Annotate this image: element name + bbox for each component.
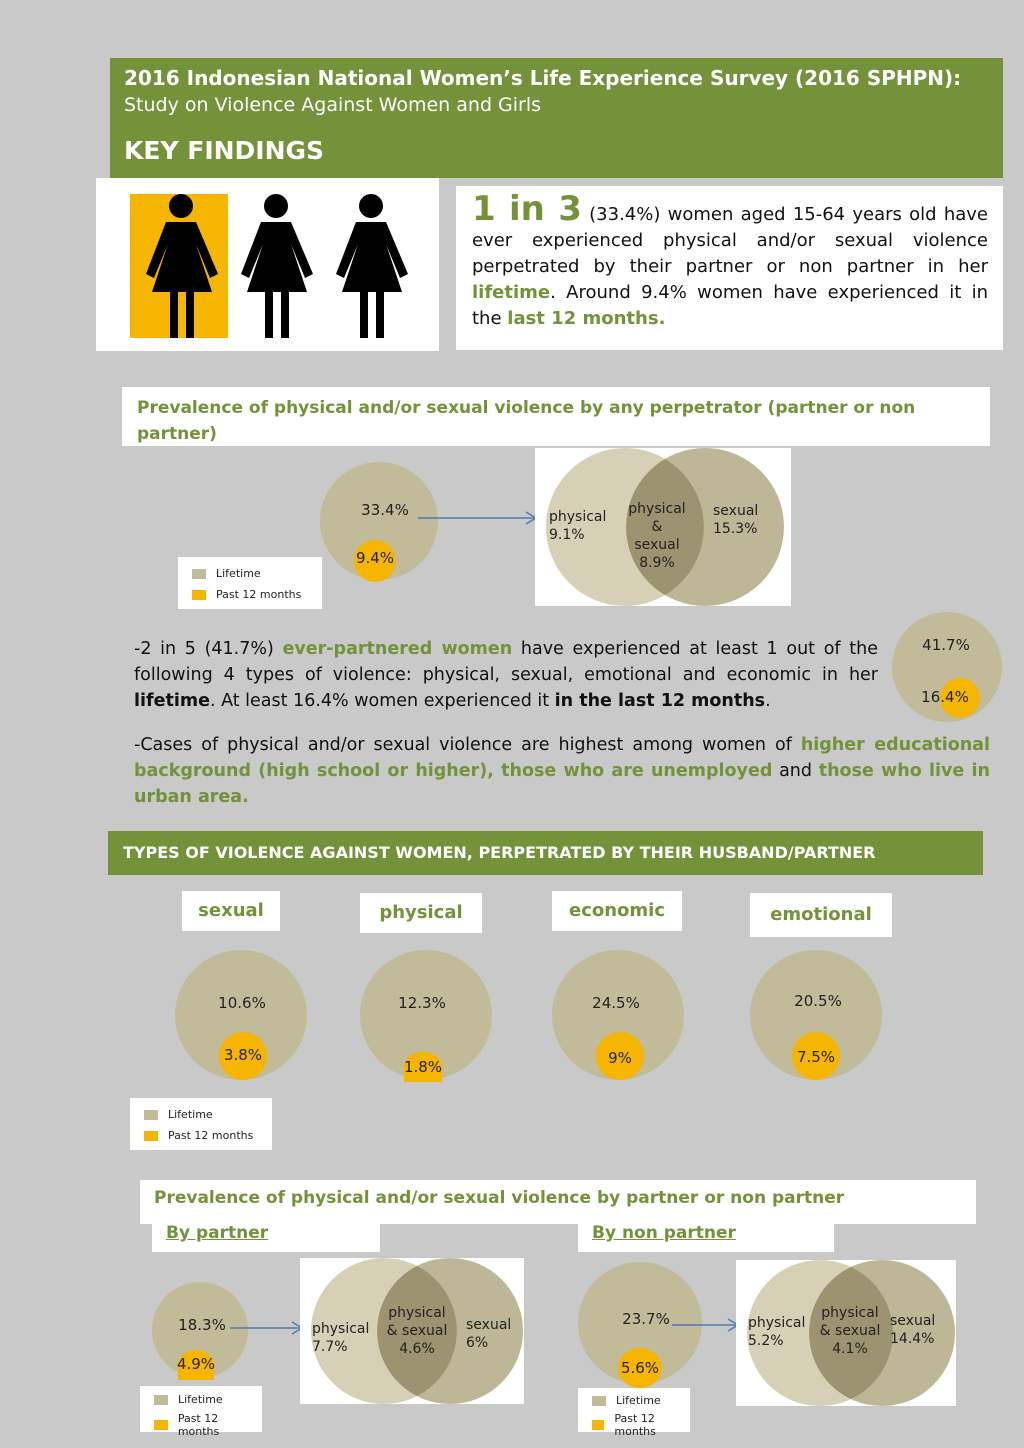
legend-lifetime: Lifetime (216, 567, 261, 580)
venn-any (535, 448, 791, 606)
venn-nonpartner (736, 1260, 956, 1406)
past12-swatch (192, 590, 206, 600)
venn-both: physical & sexual 4.6% (386, 1305, 448, 1357)
legend-partner (140, 1386, 262, 1438)
report-subtitle: Study on Violence Against Women and Girls (124, 94, 542, 116)
venn-partner (300, 1258, 524, 1404)
key-stat-text (472, 189, 988, 332)
legend-past12: Past 12 months (216, 588, 302, 601)
women-icon (126, 192, 426, 342)
partnered-paragraph: -2 in 5 (41.7%) ever-partnered women have experienced at least 1 out of the following 4 types of violence: physical, sexual, emotional and economic in her lifetime. At least 16.4% women experienced it in the last 12 months. (134, 639, 878, 711)
past12-value-partnered: 16.4% (921, 688, 969, 706)
past12-value-nonpartner: 5.6% (620, 1359, 660, 1377)
by-partner-tab (152, 1222, 380, 1252)
venn-both: physical & sexual 4.1% (819, 1305, 881, 1357)
legend-nonpartner (578, 1388, 690, 1438)
lifetime-value-partner: 18.3% (178, 1316, 226, 1334)
header-banner (110, 58, 1003, 178)
key-stat-big: 1 in 3 (472, 189, 582, 229)
venn-sexual: sexual 15.3% (713, 503, 759, 537)
type-lifetime-emotional: 20.5% (794, 992, 842, 1010)
past12-value-any: 9.4% (355, 549, 395, 567)
legend-past12: Past 12 months (177, 1412, 220, 1438)
arrow-icon (230, 1318, 306, 1338)
legend-types (130, 1098, 272, 1150)
lifetime-value-nonpartner: 23.7% (622, 1310, 670, 1328)
key-stat-last12: last 12 months. (507, 308, 666, 329)
type-lifetime-sexual: 10.6% (218, 994, 266, 1012)
type-lifetime-economic: 24.5% (592, 994, 640, 1012)
women-icon-panel (96, 178, 439, 351)
legend-any (178, 557, 322, 609)
report-title: 2016 Indonesian National Women’s Life Experience Survey (2016 SPHPN): (124, 66, 962, 90)
legend-lifetime: Lifetime (168, 1108, 213, 1121)
type-past12-value-physical: 1.8% (403, 1058, 443, 1076)
arrow-icon (672, 1315, 742, 1335)
types-title: TYPES OF VIOLENCE AGAINST WOMEN, PERPETRATED BY THEIR HUSBAND/PARTNER (123, 843, 876, 862)
by-partner-label: By partner (166, 1223, 269, 1243)
type-lifetime-physical: 12.3% (398, 994, 446, 1012)
type-past12-value-sexual: 3.8% (223, 1046, 263, 1064)
venn-sexual: sexual 6% (466, 1317, 512, 1351)
prevalence-any-title: Prevalence of physical and/or sexual violence by any perpetrator (partner or non partner) (137, 398, 916, 444)
section-title: KEY FINDINGS (124, 136, 325, 165)
venn-both: physical & sexual 8.9% (628, 501, 686, 571)
venn-physical: physical 9.1% (549, 509, 607, 543)
key-stat-body: women aged 15-64 years old have ever experienced physical and/or sexual violence perpetrated by their partner or non partner in her (472, 204, 988, 277)
venn-sexual: sexual 14.4% (890, 1313, 936, 1347)
legend-lifetime: Lifetime (616, 1394, 661, 1407)
types-banner (108, 831, 983, 875)
type-label-sexual: sexual (182, 891, 280, 931)
prevalence-any-title-box (122, 387, 990, 446)
arrow-icon (418, 508, 543, 528)
type-past12-value-emotional: 7.5% (796, 1048, 836, 1066)
past12-value-partner: 4.9% (176, 1355, 216, 1373)
venn-physical: physical 7.7% (312, 1321, 370, 1355)
lifetime-value-partnered: 41.7% (922, 636, 970, 654)
type-past12-value-economic: 9% (608, 1049, 632, 1067)
by-nonpartner-label: By non partner (592, 1223, 736, 1243)
type-label-physical: physical (360, 893, 482, 933)
legend-lifetime: Lifetime (178, 1393, 223, 1406)
type-label-emotional: emotional (750, 893, 892, 937)
by-type-title: Prevalence of physical and/or sexual violence by partner or non partner (154, 1188, 845, 1208)
key-stat-body-2: . Around 9.4% women have experienced it in the (472, 282, 988, 329)
key-stat-box (456, 186, 1003, 350)
legend-past12: Past 12 months (614, 1412, 656, 1438)
legend-past12: Past 12 months (168, 1129, 254, 1142)
lifetime-swatch (192, 569, 206, 579)
by-type-title-box (140, 1180, 976, 1224)
key-stat-lifetime: lifetime (472, 282, 551, 303)
cases-paragraph: -Cases of physical and/or sexual violence are highest among women of higher educational background (high school or higher), those who are unemployed and those who live in urban area. (134, 735, 990, 807)
by-nonpartner-tab (578, 1222, 834, 1252)
key-stat-pct: (33.4%) (589, 204, 661, 225)
lifetime-value-any: 33.4% (361, 501, 409, 519)
type-label-economic: economic (552, 891, 682, 931)
venn-physical: physical 5.2% (748, 1315, 806, 1349)
